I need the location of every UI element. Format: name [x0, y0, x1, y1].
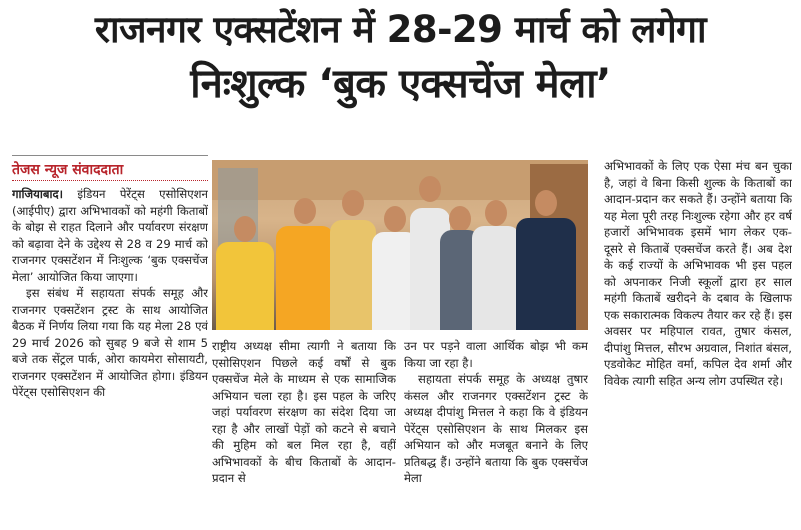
- person-head: [419, 176, 441, 202]
- paragraph: सहायता संपर्क समूह के अध्यक्ष तुषार कंसल और राजनगर एक्सटेंशन ट्रस्ट के अध्यक्ष दीपांशु मित्तल ने कहा कि वे इंडियन पेरेंट्स एसोसिएशन के साथ मिलकर इस अभियान को और मजबूत बनाने के लिए प्रतिबद्ध हैं। उन्होंने बताया कि बुक एक्सचेंज मेला: [404, 372, 588, 485]
- headline-line-2: निःशुल्क ‘बुक एक्सचेंज मेला’: [190, 61, 611, 107]
- photo-person: [216, 188, 274, 330]
- person-body: [516, 218, 576, 330]
- person-body: [276, 226, 334, 330]
- byline: तेजस न्यूज संवाददाता: [12, 160, 208, 181]
- person-head: [449, 206, 471, 232]
- article-column-3: [404, 338, 588, 528]
- paragraph-text: इंडियन पेरेंट्स एसोसिएशन (आईपीए) द्वारा अभिभावकों को महंगी किताबों के बोझ से राहत दिलाने और पर्यावरण संरक्षण को बढ़ावा देने के उद्देश्य से 28 व 29 मार्च को राजनगर एक्सटेंशन में निःशुल्क ‘बुक एक्सचेंज मेला’ आयोजित किया जाएगा।: [12, 187, 208, 284]
- article-column-2: [212, 338, 396, 528]
- person-body: [216, 242, 274, 330]
- article-column-4: [604, 158, 792, 528]
- person-head: [294, 198, 316, 224]
- paragraph: अभिभावकों के लिए एक ऐसा मंच बन चुका है, जहां वे बिना किसी शुल्क के किताबों का आदान-प्रदान कर सकते हैं। उन्होंने बताया कि यह मेला पूरी तरह निःशुल्क रहेगा और हर वर्ष हजारों अभिभावक इसमें भाग लेकर एक-दूसरे से किताबें एक्सचेंज करते हैं। अब देश के कई राज्यों के अभिभावक भी इस पहल को अपनाकर निजी स्कूलों द्वारा हर साल महंगी किताबें खरीदने के दबाव के खिलाफ एक सकारात्मक विकल्प तैयार कर रहे हैं। इस अवसर पर महिपाल रावत, तुषार कंसल, दीपांशु मित्तल, सौरभ अग्रवाल, निशांत बंसल, एडवोकेट मोहित वर्मा, कपिल देव शर्मा और विवेक त्यागी सहित अन्य लोग उपस्थित रहे।: [604, 159, 792, 388]
- photo-person: [276, 178, 334, 330]
- paragraph: [12, 186, 208, 285]
- dateline-place: गाजियाबाद।: [12, 187, 64, 201]
- headline: [0, 4, 801, 112]
- article-column-1: [12, 186, 208, 528]
- person-head: [384, 206, 406, 232]
- person-head: [485, 200, 507, 226]
- divider: [12, 155, 208, 156]
- photo-person: [472, 180, 520, 330]
- news-photo: [212, 160, 588, 330]
- person-body: [472, 226, 520, 330]
- paragraph: इस संबंध में सहायता संपर्क समूह और राजनगर एक्सटेंशन ट्रस्ट के साथ आयोजित बैठक में निर्णय लिया गया कि यह मेला 28 एवं 29 मार्च 2026 को सुबह 9 बजे से शाम 5 बजे तक सेंट्रल पार्क, ओरा कायमेरा सोसायटी, राजनगर एक्सटेंशन में आयोजित होगा। इंडियन पेरेंट्स एसोसिएशन की: [12, 286, 208, 399]
- headline-line-1: राजनगर एक्सटेंशन में 28-29 मार्च को लगेगा: [94, 8, 707, 51]
- person-body: [330, 220, 376, 330]
- photo-person: [516, 174, 576, 330]
- photo-person: [330, 174, 376, 330]
- person-head: [234, 216, 256, 242]
- paragraph: उन पर पड़ने वाला आर्थिक बोझ भी कम किया जा रहा है।: [404, 339, 588, 370]
- person-head: [342, 190, 364, 216]
- person-head: [535, 190, 557, 216]
- paragraph: राष्ट्रीय अध्यक्ष सीमा त्यागी ने बताया कि एसोसिएशन पिछले कई वर्षों से बुक एक्सचेंज मेले के माध्यम से एक सामाजिक अभियान चला रहा है। इस पहल के जरिए जहां पर्यावरण संरक्षण का संदेश दिया जा रहा है और लाखों पेड़ों को कटने से बचाने की मुहिम को बल मिल रहा है, वहीं अभिभावकों के बीच किताबों के आदान-प्रदान से: [212, 339, 396, 485]
